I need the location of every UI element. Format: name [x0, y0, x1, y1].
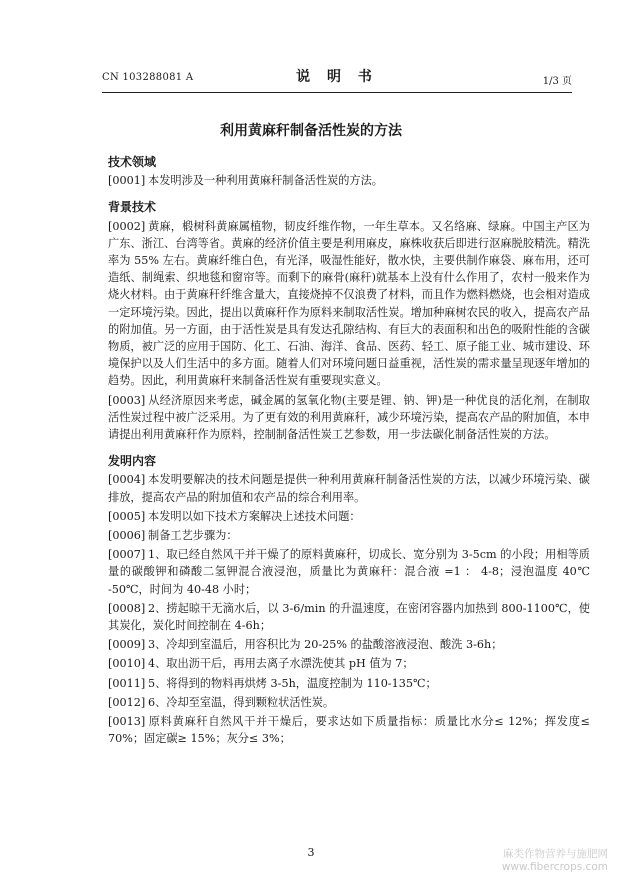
paragraph-number: [0005]	[108, 509, 146, 523]
paragraph-text: 2、捞起晾干无滴水后，以 3-6/min 的升温速度，在密闭容器内加热到 800-1100℃，使其炭化，炭化时间控制在 4-6h；	[108, 601, 590, 633]
watermark	[502, 848, 608, 874]
paragraph-text: 1、取已经自然风干并干燥了的原料黄麻秆，切成长、宽分别为 3-5cm 的小段；用相等质量的碳酸钾和磷酸二氢钾混合液浸泡，质量比为黄麻秆：混合液 =1 ： 4-8；浸泡温度 40℃ -50℃，时间为 40-48 小时；	[108, 548, 590, 596]
paragraph-text: 本发明以如下技术方案解决上述技术问题：	[148, 509, 361, 523]
paragraph-text: 6、冷却至室温，得到颗粒状活性炭。	[148, 695, 335, 709]
document-body	[108, 148, 590, 750]
section-heading: 发明内容	[108, 454, 157, 469]
patent-number: CN 103288081 A	[102, 72, 194, 83]
paragraph-number: [0008]	[108, 601, 146, 615]
paragraph-number: [0009]	[108, 638, 146, 652]
document-type: 说 明 书	[296, 69, 378, 85]
paragraph-text: 制备工艺步骤为：	[148, 529, 238, 543]
paragraph	[108, 713, 590, 747]
section-heading: 背景技术	[108, 200, 157, 215]
paragraph-text: 本发明要解决的技术问题是提供一种利用黄麻秆制备活性炭的方法，以减少环境污染、碳排放，提高农产品的附加值和农产品的综合利用率。	[108, 473, 590, 504]
paragraph-text: 本发明涉及一种利用黄麻秆制备活性炭的方法。	[148, 174, 383, 188]
paragraph-text: 5、将得到的物料再烘烤 3-5h，温度控制为 110-135℃；	[148, 676, 437, 690]
header-divider	[102, 92, 572, 93]
paragraph	[108, 527, 590, 544]
paragraph-text: 4、取出沥干后，再用去离子水漂洗使其 pH 值为 7；	[148, 657, 414, 671]
paragraph-number: [0002]	[108, 219, 146, 233]
paragraph	[108, 218, 590, 390]
paragraph-number: [0011]	[108, 676, 146, 690]
page-info: 1/3 页	[542, 76, 572, 87]
paragraph	[108, 694, 590, 711]
paragraph-number: [0003]	[108, 393, 146, 407]
paragraph	[108, 655, 590, 672]
page-number: 3	[307, 846, 315, 859]
paragraph-number: [0010]	[108, 657, 146, 671]
paragraph-text: 黄麻，椴树科黄麻属植物，韧皮纤维作物，一年生草本。又名络麻、绿麻。中国主产区为广东、浙江、台湾等省。黄麻的经济价值主要是利用麻皮，麻株收获后即进行沤麻脱胶精洗。精洗率为 55% 左右。黄麻纤维白色，有光泽，吸湿性能好，散水快，主要供制作麻袋、麻布用，还可造纸、制绳索、织地毯和窗帘等。而剩下的麻骨(麻秆)就基本上没有什么作用了，农村一般来作为烧火材料。由于黄麻秆纤维含量大，直接烧掉不仅浪费了材料，而且作为燃料燃烧，也会相对造成一定环境污染。因此，提出以黄麻秆作为原料来制取活性炭。增加种麻树农民的收入，提高农产品的附加值。另一方面，由于活性炭是具有发达孔隙结构、有巨大的表面积和出色的吸附性能的含碳物质，被广泛的应用于国防、化工、石油、海洋、食品、医药、轻工、原子能工业、城市建设、环境保护以及人们生活中的多方面。随着人们对环境问题日益重视，活性炭的需求量呈现逐年增加的趋势。因此，利用黄麻秆来制备活性炭有重要现实意义。	[108, 219, 590, 388]
paragraph	[108, 392, 590, 444]
paragraph	[108, 508, 590, 525]
document-title: 利用黄麻秆制备活性炭的方法	[220, 123, 402, 139]
paragraph-number: [0006]	[108, 529, 146, 543]
paragraph-text: 3、冷却到室温后，用容积比为 20-25% 的盐酸溶液浸泡、酸洗 3-6h；	[148, 638, 503, 652]
document-header	[102, 66, 572, 92]
paragraph	[108, 600, 590, 634]
watermark-line-2: www.fibercrops.com	[501, 861, 608, 873]
paragraph	[108, 675, 590, 692]
paragraph-number: [0012]	[108, 695, 146, 709]
paragraph-number: [0004]	[108, 473, 146, 487]
paragraph	[108, 636, 590, 653]
paragraph-text: 原料黄麻秆自然风干并干燥后，要求达如下质量指标：质量比水分≤ 12%；挥发度≤ 70%；固定碳≥ 15%；灰分≤ 3%；	[108, 715, 590, 746]
watermark-line-1: 麻类作物营养与施肥网	[503, 848, 608, 860]
paragraph-number: [0001]	[108, 174, 146, 188]
paragraph	[108, 172, 590, 189]
paragraph-number: [0013]	[108, 715, 146, 729]
section-heading: 技术领域	[108, 155, 157, 169]
paragraph	[108, 546, 590, 598]
paragraph-number: [0007]	[108, 548, 146, 562]
paragraph	[108, 471, 590, 505]
paragraph-text: 从经济原因来考虑，碱金属的氢氧化物(主要是锂、钠、钾)是一种优良的活化剂，在制取活性炭过程中被广泛采用。为了更有效的利用黄麻秆，减少环境污染，提高农产品的附加值，本申请提出利用黄麻秆作为原料，控制制备活性炭工艺参数，用一步法碳化制备活性炭的方法。	[108, 393, 590, 442]
